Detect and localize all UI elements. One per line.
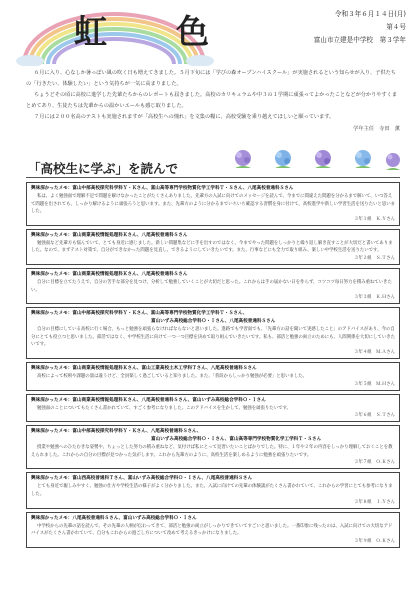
comment-body: 自分に目標を立てたうえで、自分の苦手な部分を見つけ、分析して勉強していくことが大切だと思った。これからは手の届かない日を作らず、コツコツ毎日努力を積み重ねていきたい。 bbox=[31, 279, 392, 293]
newsletter-header bbox=[0, 0, 420, 66]
comment-body: 高校によって校則や課題の量は違うけど、全員楽しく過ごしていると知りました。また、「普段からしっかり勉強が必要」と思いました。 bbox=[37, 373, 308, 379]
comment-body: 私は、よく勉強面で理解不足で問題を解けなかったことがたくさんありました。先輩方の入試に向けてのメッセージを読んで、今までに間違えた問題を分かるまで解いて、いつ答えて問題を出されても、しっかり解けるように頑張ろうと思います。また、先輩方のように分かるまでいちいち確認する習慣を身に付けて、高校進学や新しい学習生活を送りたいと思いました。 bbox=[31, 194, 395, 215]
comment-card bbox=[26, 182, 400, 226]
comment-card bbox=[26, 425, 400, 469]
comment-card bbox=[26, 394, 400, 423]
student-comments bbox=[26, 182, 400, 551]
comment-signature: ３年６組 Ｓ.Ｔさん bbox=[354, 413, 395, 419]
issue-number: 第４号 bbox=[386, 23, 406, 31]
comment-body: 中学校からの先輩の話を読んで、その先輩の人柄が伝わってきて、部活と勉強の両立がしっかりできていてすごいと思いました。一番印象に残ったのは、入試に向けての大切なアドバイスがたくさん書かれていて、自分もこれからの過ごし方について改めて考えるきっかけになりました。 bbox=[31, 523, 393, 537]
intro-paragraph: ７月には２００名高のテストも実施されますが「高校生への憧れ」を文集の糧に、高校受験を乗り越えてほしいと願っています。 bbox=[34, 114, 335, 120]
comment-signature: ３年８組 Ｉ.Ｙさん bbox=[354, 499, 395, 505]
comment-body: 勉強面のことについてもたくさん書かれていて、すごく参考になりました。このアドバイスを生かして、勉強を頑張りたいです。 bbox=[37, 405, 291, 411]
school-name: 富山市立建是中学校 第３学年 bbox=[313, 36, 406, 44]
intro-paragraph: ちょうどその頃に高校に進学した先輩たちからのレポートも届きました。高校のカリキュラムや中３の１学期に頑張ってよかったことなどが分かりやすくまとめてあり、生徒たちは先輩からの温かいエールも感じ取りました。 bbox=[26, 92, 398, 109]
comment-heading: 興味深かったメモ：富山中部高校探究科学科Ｙ・Ｋさん、富山高等専門学校物質化学工学科Ｔ・Ｓさん、 bbox=[31, 311, 248, 317]
comment-heading-continued: 富山いずみ高校総合学科Ｏ・Ｉさん、富山高等専門学校物質化学工学科Ｔ・Ｓさん bbox=[151, 437, 322, 443]
issue-date: 令和３年６月１４日(月) bbox=[334, 10, 406, 18]
comment-heading: 興味深かったメモ：富山商業高校情報処理科Ｋさん、八尾高校普通科Ｓさん bbox=[31, 232, 188, 238]
comment-signature: ３年７組 Ｏ.Ｋさん bbox=[354, 460, 395, 466]
section-title: 「高校生に学ぶ」を読んで bbox=[28, 161, 179, 176]
comment-card bbox=[26, 268, 400, 304]
comment-card bbox=[26, 229, 400, 265]
intro-signature: 学年主任 寺田 薫 bbox=[353, 126, 400, 132]
comment-card bbox=[26, 362, 400, 391]
comment-heading: 興味深かったメモ：富山商業高校情報処理科Ｋさん、八尾高校普通科Ｓさん、富山いずみ高校総合学科Ｏ・Ｉさん bbox=[31, 397, 266, 403]
comment-heading: 興味深かったメモ：富山商業高校情報処理科Ｋさん、富山工業高校土木工学科Ｔさん、八尾高校普通科Ｓさん bbox=[31, 365, 257, 371]
hydrangea-illustration bbox=[225, 146, 405, 178]
comment-heading: 興味深かったメモ：富山西高校普通科Ｔさん、富山いずみ高校総合学科Ｏ・Ｉさん、八尾高校普通科Ｓさん bbox=[31, 476, 253, 482]
intro-message bbox=[26, 68, 400, 135]
comment-body: 勉強面など先輩方も悩んでいて、とても身近に感じました。新しい問題集などに手を出すのではなく、今までやった問題をしっかりと繰り返し解き直すことが大切だと書いてありました。なので、まずテスト対策で、自分ができなかった問題を見直し、できるようにしていきたいです。また、行事などにも全力で取り組み、楽しい中学校生活を送りたいです。 bbox=[31, 240, 393, 254]
section-divider bbox=[26, 177, 400, 178]
comment-heading: 興味深かったメモ：富山中部高校探究科学科Ｙ・Ｋさん、富山高等専門学校物質化学工学科Ｔ・Ｓさん、八尾高校普通科Ｓさん bbox=[31, 186, 294, 191]
comment-heading: 興味深かったメモ：八尾高校普通科Ｓさん、富山いずみ高校総合学科Ｏ・Ｉさん bbox=[31, 515, 197, 521]
comment-signature: ３年３組 Ｋ.Ｈさん bbox=[354, 295, 395, 301]
comment-signature: ３年２組 Ｓ.Ｔさん bbox=[354, 255, 395, 261]
comment-card bbox=[26, 307, 400, 359]
comment-signature: ３年４組 Ｍ.Ａさん bbox=[354, 349, 395, 355]
comment-body: 授業や勉強へのひたむきな姿勢や、ちょっとした努力の積み重ねなど、気付けば私にとって見習いたいことばかりでした。特に、１年や２年の内容をしっかり理解しておくことを教えられました。これからの自分の目標が見つかった気がします。これから先輩方のように、高校生活を楽しめるように勉強を頑張りたいです。 bbox=[31, 445, 393, 458]
comment-body: 自分の目標にしている高校に行く場合、もっと勉強を頑張らなければならないと思いました。進路でも学習面でも、「先輩方の話を聞いて実感したこと」のアドバイスがあり、今の自分にとても役立つと思いました。部活ではなく、中学校生活に向けて一つ一つ目標を決めて取り組んでいきたいです。私も、部活と勉強の両立のためにも、人間関係を大切にしていきたいです。 bbox=[31, 327, 395, 348]
newsletter-title: 虹 色 bbox=[74, 12, 227, 51]
comment-heading-continued: 富山いずみ高校総合学科Ｏ・Ｉさん、八尾高校普通科Ｓさん bbox=[151, 319, 276, 325]
comment-signature: ３年５組 Ｍ.Ｈさん bbox=[354, 381, 395, 387]
comment-card bbox=[26, 472, 400, 508]
comment-card bbox=[26, 512, 400, 548]
intro-paragraph: ６月に入り、心なしか暑っぽい風の吹く日も増えてきました。５月下旬には「学びの森オープンハイスクール」が実施されるという知らせが入り、子供たちの「行きたい、体験したい」という気持ちが一気に高まりました。 bbox=[26, 70, 396, 87]
comment-body: とても身近で親しみやすく、勉強の仕方や学校生活の様子がよく分かりました。また、入試に向けての先輩の体験談がたくさん書かれていて、これからの学習にとても参考になりました。 bbox=[31, 484, 393, 497]
issue-info bbox=[314, 8, 406, 47]
comment-signature: ３年１組 Ｋ.Ｙさん bbox=[354, 216, 395, 222]
comment-heading: 興味深かったメモ：富山商業高校情報処理科Ｋさん、八尾高校普通科Ｓさん bbox=[31, 271, 188, 277]
comment-heading: 興味深かったメモ：富山中部高校探究科学科Ｙ・Ｋさん、八尾高校普通科Ｓさん、 bbox=[31, 429, 202, 435]
comment-signature: ３年９組 Ｏ.Ｋさん bbox=[354, 538, 395, 544]
